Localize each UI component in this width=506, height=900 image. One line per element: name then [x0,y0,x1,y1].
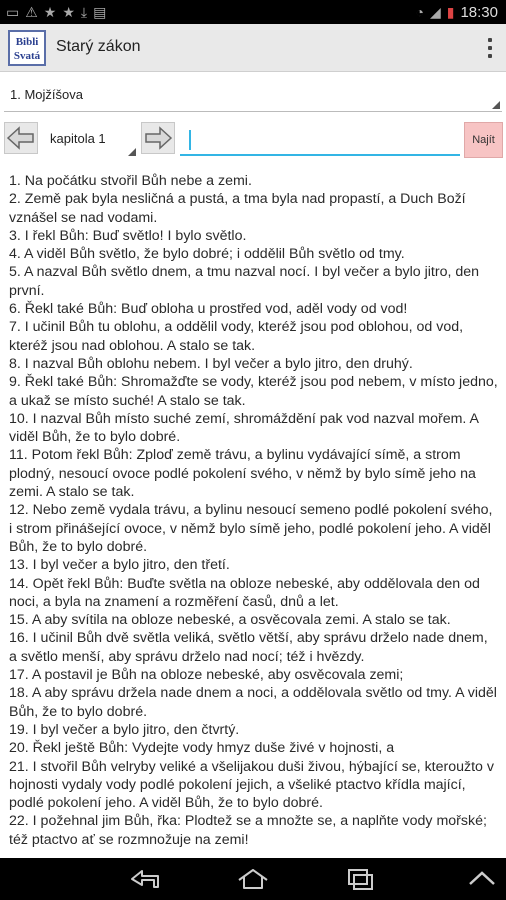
verse-item: 3. I řekl Bůh: Buď světlo! I bylo světlo. [9,227,247,244]
arrow-right-icon [142,123,174,153]
action-bar [0,24,506,72]
arrow-left-icon [5,123,37,153]
book-dropdown-value: 1. Mojžíšova [10,87,83,102]
verse-item: 12. Nebo země vydala trávu, a bylinu nesoucí semeno podlé pokolení svého, i strom přinášející ovoce, v němž bylo símě jeho, podlé pokolení jeho. A viděl Bůh, že to bylo dobré. [9,502,493,555]
wifi-icon: ◔ [415,4,424,20]
chapter-toolbar [0,118,506,160]
previous-chapter-button[interactable] [4,122,38,154]
verse-item: 7. I učinil Bůh tu oblohu, a oddělil vody, kteréž jsou pod oblohou, od vod, kteréž jsou nad oblohou. A stalo se tak. [9,319,464,354]
verse-item: 15. A aby svítila na obloze nebeské, a osvěcovala zemi. A stalo se tak. [9,612,451,629]
verse-item: 20. Řekl ještě Bůh: Vydejte vody hmyz duše živé v hojnosti, a [9,740,395,757]
verse-item: 10. I nazval Bůh místo suché zemí, shromáždění pak vod nazval mořem. A viděl Bůh, že to bylo dobré. [9,410,479,446]
verse-item: 21. I stvořil Bůh velryby veliké a všelijakou duši živou, hýbající se, kteroužto v hojnosti vydaly vody podlé pokolení jejich, a všeliké ptactvo křídla mající, podlé pokolení jeho. A viděl Bůh, že to bylo dobré. [9,758,494,812]
verse-item: 22. I požehnal jim Bůh, řka: Plodtež se a množte se, a naplňte vody mořské; též ptactvo ať se rozmnožuje na zemi! [9,813,487,848]
next-chapter-button[interactable] [141,122,175,154]
chapter-dropdown-value: kapitola 1 [50,131,106,146]
verse-item: 4. A viděl Bůh světlo, že bylo dobré; i oddělil Bůh světlo od tmy. [9,246,405,263]
verse-item: 19. I byl večer a bylo jitro, den čtvrtý. [9,721,240,738]
app-title: Starý zákon [56,38,141,55]
book-dropdown[interactable] [4,80,502,112]
logo-line-1: Bibli [15,36,39,48]
status-bar [0,0,506,24]
verse-item: 1. Na počátku stvořil Bůh nebe a zemi. [9,173,252,189]
find-button[interactable]: Najít [464,122,503,158]
verse-item: 11. Potom řekl Bůh: Zploď země trávu, a bylinu vydávající símě, a strom plodný, nesoucí ovoce podlé pokolení svého, v němž by bylo símě jeho na zemi. A stalo se tak. [9,447,476,501]
star-icon: ★ [62,4,75,20]
home-icon[interactable] [233,866,273,892]
verse-item: 14. Opět řekl Bůh: Buďte světla na obloze nebeské, aby oddělovala den od noci, a byla na znamení a rozměření časů, dnů a let. [9,575,480,610]
verse-item: 16. I učinil Bůh dvě světla veliká, světlo větší, aby správu drželo nade dnem, a světlo menší, aby správu drželo nad nocí; též i hvězdy. [9,630,488,665]
verse-item: 5. A nazval Bůh světlo dnem, a tmu nazval nocí. I byl večer a bylo jitro, den první. [9,264,480,299]
text-cursor [189,130,191,150]
verse-item: 2. Země pak byla nesličná a pustá, a tma byla nad propastí, a Duch Boží vznášel se nad vodami. [9,191,466,226]
warning-icon: ⚠ [25,4,38,20]
logo-line-2: Svatá [13,50,41,62]
recent-apps-icon[interactable] [340,866,380,892]
status-right-icons [415,3,498,21]
star-icon: ★ [43,4,57,20]
verse-item: 8. I nazval Bůh oblohu nebem. I byl večer a bylo jitro, den druhý. [9,355,413,372]
verse-list[interactable] [9,172,499,858]
verse-item: 9. Řekl také Bůh: Shromažďte se vody, kteréž jsou pod nebem, v místo jedno, a ukaž se místo suché! A stalo se tak. [9,374,498,409]
download-icon: ⤓ [80,4,88,20]
sd-card-icon: ▤ [93,4,107,20]
search-input[interactable] [180,124,460,156]
overflow-menu-icon[interactable] [486,36,494,60]
verse-item: 18. A aby správu držela nade dnem a noci, a oddělovala světlo od tmy. A viděl Bůh, že to bylo dobré. [9,685,497,720]
chapter-dropdown[interactable] [44,122,136,158]
notification-icon: ▭ [6,4,20,20]
expand-up-icon[interactable] [462,866,502,892]
app-logo[interactable] [8,30,46,66]
back-icon[interactable] [126,866,166,892]
verse-item: 17. A postavil je Bůh na obloze nebeské, aby osvěcovala zemi; [9,667,404,684]
verse-item: 13. I byl večer a bylo jitro, den třetí. [9,557,230,574]
navigation-bar [0,858,506,900]
status-left-icons [6,3,106,21]
signal-icon: ◢ [429,4,441,20]
dropdown-arrow-icon [492,101,500,109]
status-time: 18:30 [460,3,498,21]
dropdown-arrow-icon [128,148,136,156]
verse-item: 6. Řekl také Bůh: Buď obloha u prostřed vod, aděl vody od vod! [9,301,408,318]
battery-icon: ▮ [446,4,455,20]
